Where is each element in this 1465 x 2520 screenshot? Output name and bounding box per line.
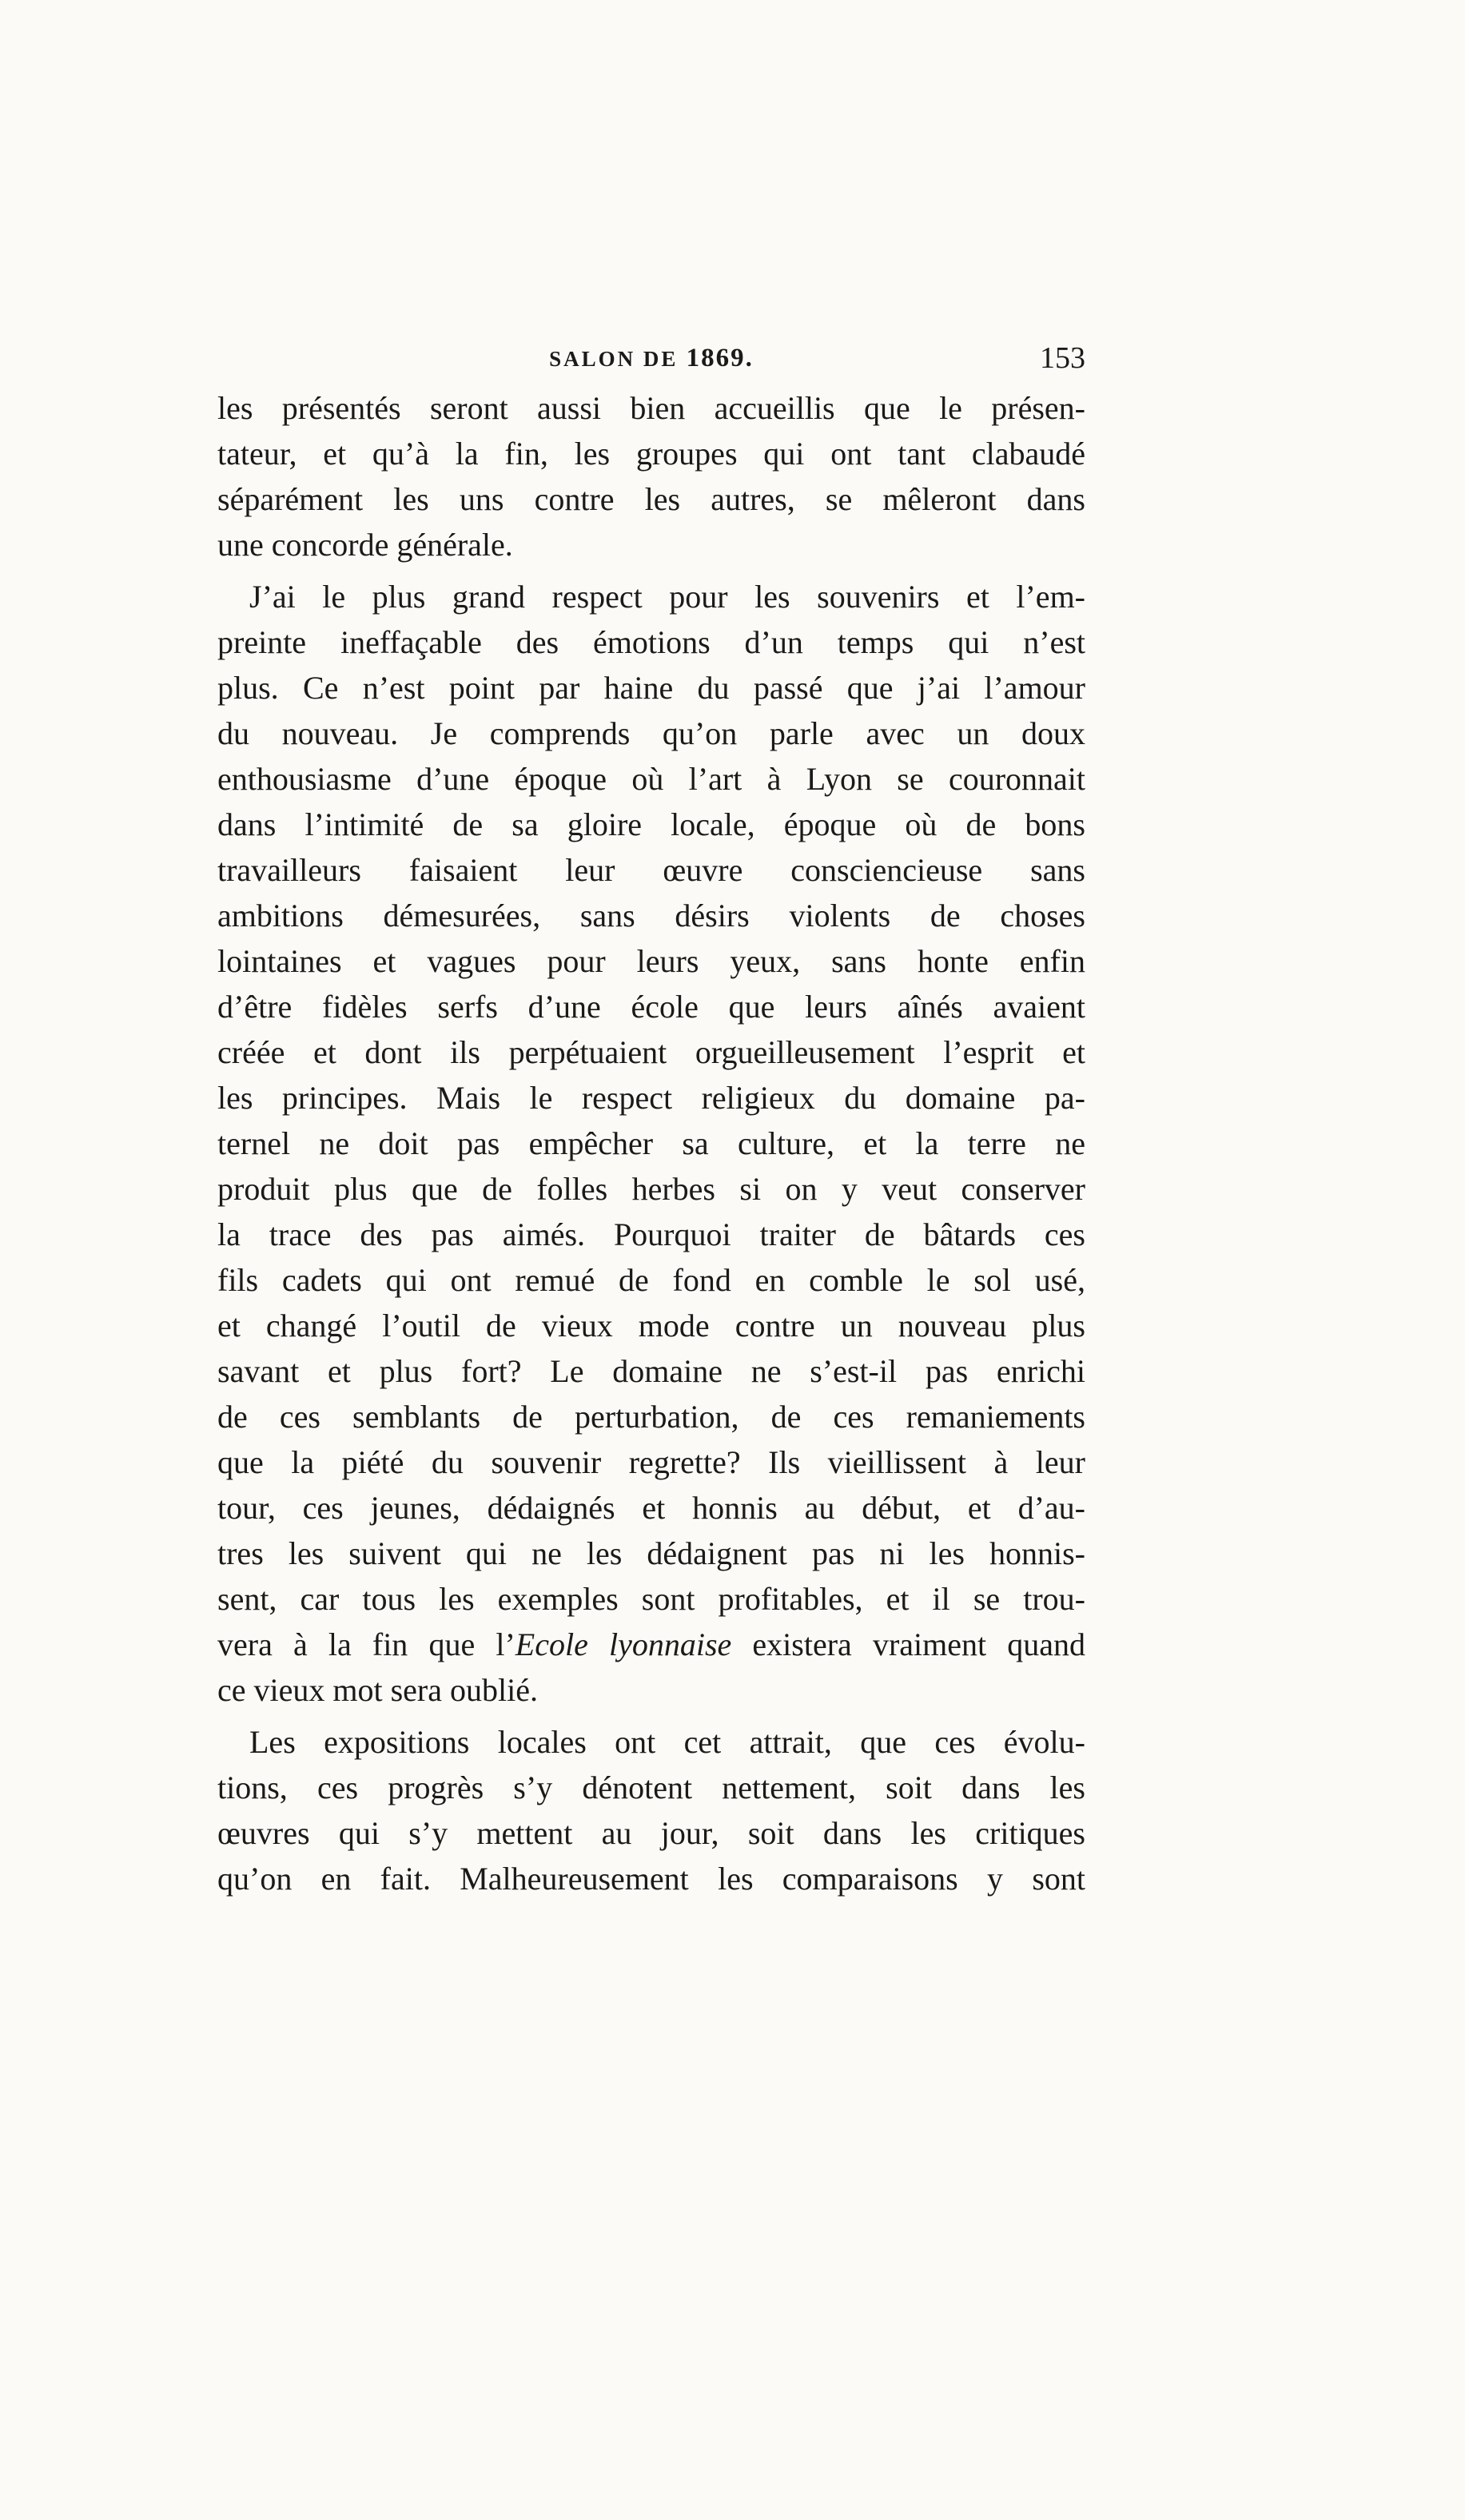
text-line: ambitions démesurées, sans désirs violents de choses [217, 898, 1085, 934]
text-line: ternel ne doit pas empêcher sa culture, et la terre ne [217, 1125, 1085, 1161]
text-line: lointaines et vagues pour leurs yeux, sans honte enfin [217, 943, 1085, 979]
page-number: 153 [1040, 341, 1085, 375]
text-line: preinte ineffaçable des émotions d’un temps qui n’est [217, 624, 1085, 660]
paragraph-1 [217, 385, 1085, 567]
text-line: tres les suivent qui ne les dédaignent pas ni les honnis- [217, 1535, 1085, 1571]
running-title-year: 1869. [686, 344, 754, 372]
text-line: plus. Ce n’est point par haine du passé que j’ai l’amour [217, 670, 1085, 706]
text-line-with-italic [217, 1622, 1085, 1667]
text-segment: vera à la fin que l’ [217, 1626, 516, 1662]
text-line: les présentés seront aussi bien accueillis que le présen- [217, 390, 1085, 426]
text-line: fils cadets qui ont remué de fond en comble le sol usé, [217, 1262, 1085, 1298]
text-line: du nouveau. Je comprends qu’on parle avec un doux [217, 715, 1085, 751]
text-line: Les expositions locales ont cet attrait, que ces évolu- [249, 1724, 1085, 1760]
text-line: de ces semblants de perturbation, de ces remaniements [217, 1399, 1085, 1435]
text-line: qu’on en fait. Malheureusement les comparaisons y sont [217, 1861, 1085, 1897]
paragraph-2 [217, 574, 1085, 1713]
text-line: sent, car tous les exemples sont profitables, et il se trou- [217, 1581, 1085, 1617]
text-line: la trace des pas aimés. Pourquoi traiter de bâtards ces [217, 1216, 1085, 1252]
text-line: que la piété du souvenir regrette? Ils vieillissent à leur [217, 1444, 1085, 1480]
text-line: dans l’intimité de sa gloire locale, époque où de bons [217, 806, 1085, 842]
text-line: d’être fidèles serfs d’une école que leurs aînés avaient [217, 989, 1085, 1025]
text-line: une concorde générale. [217, 527, 513, 563]
text-line: ce vieux mot sera oublié. [217, 1672, 538, 1708]
body-text [217, 385, 1085, 1901]
text-line: tour, ces jeunes, dédaignés et honnis au début, et d’au- [217, 1490, 1085, 1526]
paragraph-3 [217, 1719, 1085, 1901]
text-segment: existera vraiment quand [731, 1626, 1085, 1662]
running-head [217, 334, 1085, 382]
italic-term: Ecole lyonnaise [515, 1626, 732, 1662]
text-line: tions, ces progrès s’y dénotent nettement, soit dans les [217, 1770, 1085, 1805]
text-line: séparément les uns contre les autres, se mêleront dans [217, 481, 1085, 517]
text-line: J’ai le plus grand respect pour les souvenirs et l’em- [249, 579, 1085, 615]
text-line: et changé l’outil de vieux mode contre un nouveau plus [217, 1308, 1085, 1344]
text-line: tateur, et qu’à la fin, les groupes qui ont tant clabaudé [217, 436, 1085, 472]
text-line: enthousiasme d’une époque où l’art à Lyon se couronnait [217, 761, 1085, 797]
text-line: travailleurs faisaient leur œuvre consciencieuse sans [217, 852, 1085, 888]
text-line: créée et dont ils perpétuaient orgueilleusement l’esprit et [217, 1034, 1085, 1070]
text-line: œuvres qui s’y mettent au jour, soit dans les critiques [217, 1815, 1085, 1851]
text-line: les principes. Mais le respect religieux du domaine pa- [217, 1080, 1085, 1116]
text-line: produit plus que de folles herbes si on y veut conserver [217, 1171, 1085, 1207]
text-line: savant et plus fort? Le domaine ne s’est-il pas enrichi [217, 1353, 1085, 1389]
running-title-prefix: SALON DE [549, 347, 679, 371]
running-title [217, 334, 1085, 383]
